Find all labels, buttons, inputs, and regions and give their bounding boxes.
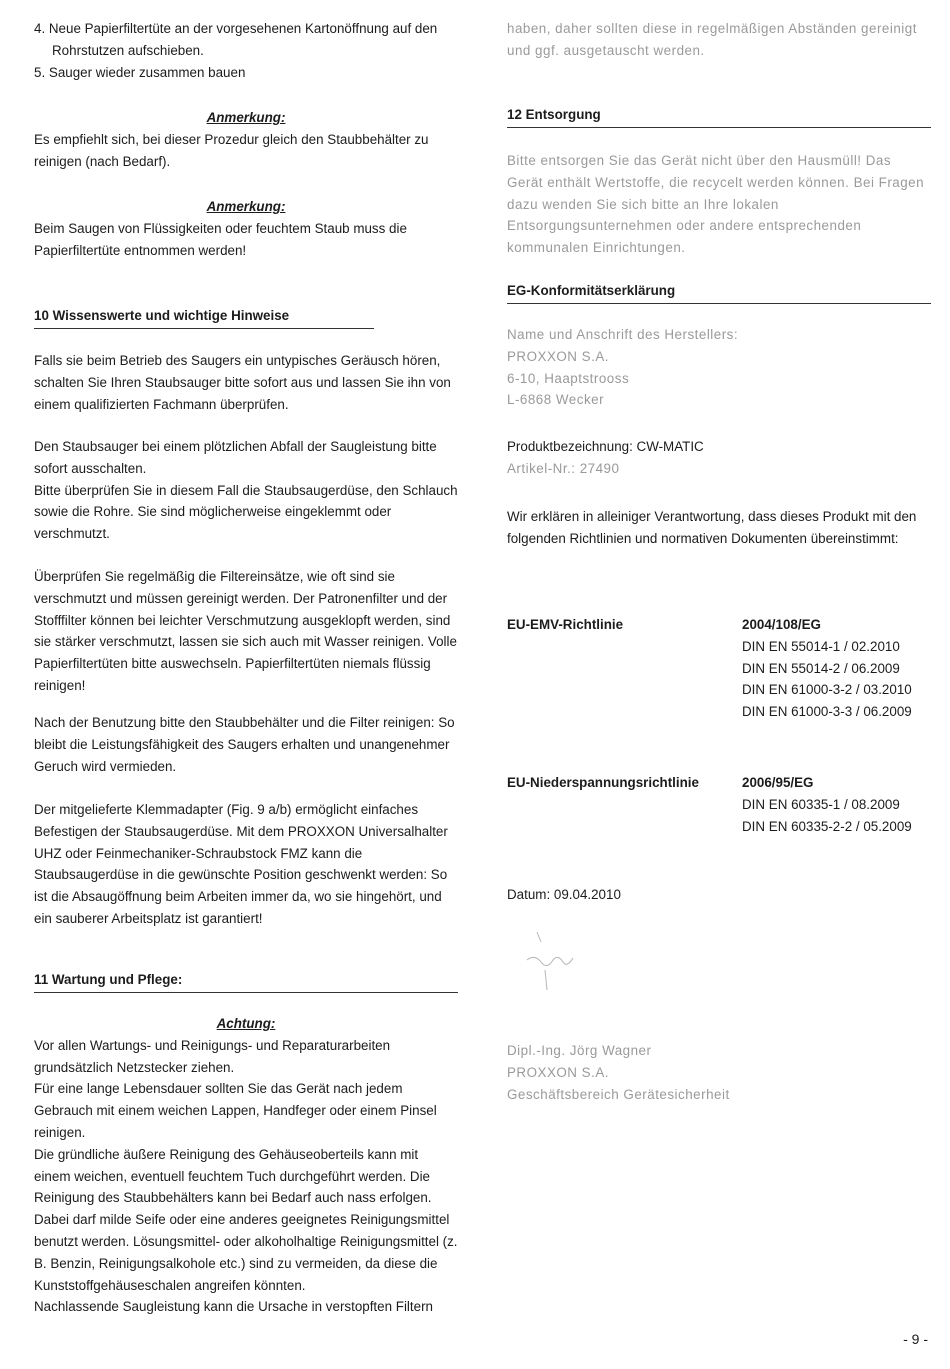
signature-graphic [507,920,607,1000]
section-10-paragraph-1 [34,350,458,415]
conformity-heading [507,280,931,304]
emv-norm: DIN EN 61000-3-3 / 06.2009 [742,704,912,720]
continuation-paragraph [507,18,931,62]
note-1-title: Anmerkung: [206,110,286,125]
caution-text-3: Die gründliche äußere Reinigung des Gehäuseoberteils kann mit einem weichen, eventuell feuchtem Tuch durchgeführt werden. Die Reinigung des Staubbehälters kann bei Bedarf auch nass erfolgen. Dabei darf milde Seife oder eine anderes geeignetes Reinigungsmittel benutzt werden. Lösungsmittel- oder alkoholhaltige Reinigungsmittel (z. B. Benzin, Reinigungsalkohole etc.) sind zu vermeiden, da diese die Kunststoffgehäuseschalen angreifen könnten. [34,1146,458,1293]
emv-code: 2004/108/EG [742,617,821,632]
date-text: Datum: 09.04.2010 [507,887,621,902]
emv-values [742,614,912,723]
section-12-paragraph [507,150,931,259]
note-2 [34,196,458,261]
step-4: 4. Neue Papierfiltertüte an der vorgesehenen Kartonöffnung auf den Rohrstutzen aufschieben. [34,21,438,58]
signer-name: Dipl.-Ing. Jörg Wagner [507,1043,652,1058]
low-voltage-norm: DIN EN 60335-1 / 08.2009 [742,796,900,812]
caution-text-4: Nachlassende Saugleistung kann die Ursache in verstopften Filtern [34,1299,433,1315]
section-10-heading [34,305,374,329]
section-10-text-1: Falls sie beim Betrieb des Saugers ein untypisches Geräusch hören, schalten Sie Ihren Staubsauger bitte sofort aus und lassen Sie ihn von einem qualifizierten Fachmann überprüfen. [34,353,451,412]
emv-norm: DIN EN 55014-1 / 02.2010 [742,638,900,654]
section-10-text-4: Nach der Benutzung bitte den Staubbehälter und die Filter reinigen: So bleibt die Leistungsfähigkeit des Saugers erhalten und unangenehmer Geruch wird vermieden. [34,715,455,774]
section-12-title: 12 Entsorgung [507,104,931,128]
manufacturer-name: PROXXON S.A. [507,348,609,364]
section-10-title: 10 Wissenswerte und wichtige Hinweise [34,305,374,329]
section-10-text-5: Der mitgelieferte Klemmadapter (Fig. 9 a/b) ermöglicht einfaches Befestigen der Staubsaugerdüse. Mit dem PROXXON Universalhalter UHZ oder Feinmechaniker-Schraubstock FMZ kann die Staubsaugerdüse in die gewünschte Position geschwenkt werden: So ist die Absaugöffnung beim Arbeiten immer da, wo sie hingehört, und ein sauberer Arbeitsplatz ist garantiert! [34,802,448,926]
section-10-text-3: Überprüfen Sie regelmäßig die Filtereinsätze, wie oft sind sie verschmutzt und müssen gereinigt werden. Der Patronenfilter und der Stofffilter können bei leichter Verschmutzung ausgeklopft werden, sind sie stärker verschmutzt, lassen sie sich auch mit Wasser reinigen. Volle Papierfiltertüten bitte auswechseln. Papierfiltertüten niemals flüssig reinigen! [34,569,457,693]
product-block [507,436,931,480]
section-12-text: Bitte entsorgen Sie das Gerät nicht über den Hausmüll! Das Gerät enthält Wertstoffe, die recycelt werden können. Bei Fragen dazu wenden Sie sich bitte an Ihre lokalen Entsorgungsunternehmen oder andere entsprechenden kommunalen Einrichtungen. [507,153,925,256]
note-2-text: Beim Saugen von Flüssigkeiten oder feuchtem Staub muss die Papierfiltertüte entnommen werden! [34,220,407,258]
note-1-text: Es empfiehlt sich, bei dieser Prozedur gleich den Staubbehälter zu reinigen (nach Bedarf). [34,131,429,169]
section-10-paragraph-3 [34,566,458,697]
steps-list [34,18,458,83]
manufacturer-block [507,324,931,411]
caution-text-2: Für eine lange Lebensdauer sollten Sie das Gerät nach jedem Gebrauch mit einem weichen Lappen, Handfeger oder einem Pinsel reinigen. [34,1081,437,1140]
signer-block [507,1040,931,1105]
low-voltage-directive [507,772,931,838]
emv-norm: DIN EN 55014-2 / 06.2009 [742,660,900,676]
declaration-paragraph [507,506,931,550]
section-10-paragraph-4 [34,712,458,777]
product-designation: Produktbezeichnung: CW-MATIC [507,439,704,454]
note-1 [34,107,458,172]
section-10-paragraph-2 [34,436,458,545]
caution-block [34,1013,458,1318]
signature-image [507,920,607,1000]
conformity-title: EG-Konformitätserklärung [507,280,931,304]
note-2-title: Anmerkung: [206,199,286,214]
manufacturer-street: 6-10, Haaptstrooss [507,370,630,386]
section-11-heading [34,969,458,993]
low-voltage-values [742,772,912,837]
emv-norm: DIN EN 61000-3-2 / 03.2010 [742,682,912,698]
emv-label: EU-EMV-Richtlinie [507,617,624,632]
low-voltage-norm: DIN EN 60335-2-2 / 05.2009 [742,818,912,834]
page-number: - 9 - [903,1331,928,1348]
continuation-text: haben, daher sollten diese in regelmäßigen Abständen gereinigt und ggf. ausgetauscht werden. [507,21,917,58]
section-12-heading [507,104,931,128]
declaration-text: Wir erklären in alleiniger Verantwortung, dass dieses Produkt mit den folgenden Richtlinien und normativen Dokumenten übereinstimmt: [507,509,917,546]
section-10-text-2a: Den Staubsauger bei einem plötzlichen Abfall der Saugleistung bitte sofort ausschalten. [34,439,437,476]
caution-text-1: Vor allen Wartungs- und Reinigungs- und Reparaturarbeiten grundsätzlich Netzstecker ziehen. [34,1037,391,1075]
manufacturer-city: L-6868 Wecker [507,392,605,408]
low-voltage-code: 2006/95/EG [742,775,814,790]
low-voltage-label: EU-Niederspannungsrichtlinie [507,775,699,790]
caution-title: Achtung: [216,1016,276,1031]
signer-company: PROXXON S.A. [507,1064,609,1080]
step-5: 5. Sauger wieder zusammen bauen [34,64,246,80]
section-10-text-2b: Bitte überprüfen Sie in diesem Fall die Staubsaugerdüse, den Schlauch sowie die Rohre. Sie sind möglicherweise eingeklemmt oder verschmutzt. [34,482,458,542]
date-line [507,884,931,906]
emv-directive [507,614,931,724]
section-10-paragraph-5 [34,799,458,930]
article-number: Artikel-Nr.: 27490 [507,460,620,476]
signer-role: Geschäftsbereich Gerätesicherheit [507,1086,730,1102]
section-11-title: 11 Wartung und Pflege: [34,969,458,993]
manufacturer-label: Name und Anschrift des Herstellers: [507,327,739,342]
